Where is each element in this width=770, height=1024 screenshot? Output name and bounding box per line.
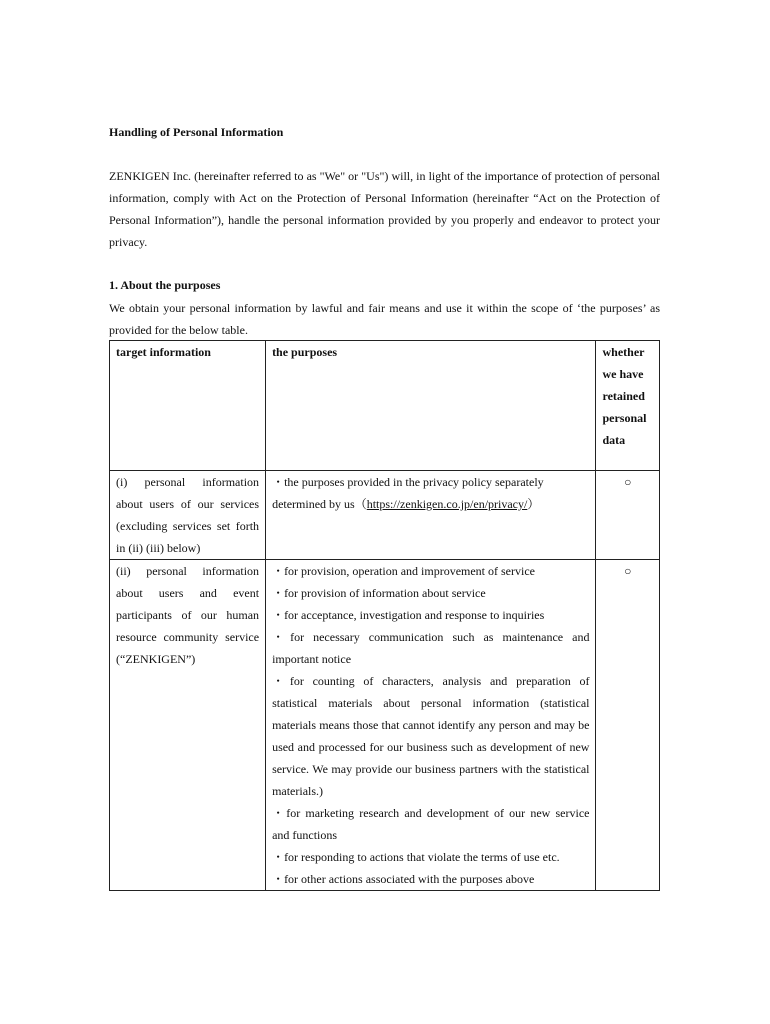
intro-paragraph: ZENKIGEN Inc. (hereinafter referred to as "We" or "Us") will, in light of the importance of protection of personal information, comply with Act on the Protection of Personal Information (hereinafter “Act on the Protection of Personal Information”), handle the personal information provided by you properly and endeavor to protect your privacy.: [109, 169, 660, 249]
row-2-target: (ii) personal information about users and event participants of our human resource community service (“ZENKIGEN”): [110, 560, 266, 891]
document-heading: Handling of Personal Information: [109, 125, 284, 139]
row-1-purposes: [266, 471, 596, 560]
header-purposes: the purposes: [266, 341, 596, 471]
table-row: [110, 560, 660, 891]
purpose-item: ・for counting of characters, analysis and preparation of statistical materials about personal information (statistical materials means those that cannot identify any person and may be used and processed for our business such as development of new service. We may provide our business partners with the statistical materials.): [272, 674, 590, 798]
privacy-policy-link[interactable]: https://zenkigen.co.jp/en/privacy/: [366, 497, 528, 511]
row-1-purposes-suffix: ）: [527, 497, 540, 511]
header-retained-personal-data: whether we have retained personal data: [596, 341, 660, 471]
table-row: [110, 471, 660, 560]
purpose-item: ・for acceptance, investigation and response to inquiries: [272, 608, 545, 622]
row-2-retained-mark: ○: [596, 560, 660, 891]
purposes-table: [109, 340, 660, 891]
row-1-retained-mark: ○: [596, 471, 660, 560]
section-1-title: 1. About the purposes: [109, 278, 221, 292]
purpose-item: ・for other actions associated with the purposes above: [272, 872, 535, 886]
header-target-information: target information: [110, 341, 266, 471]
row-2-purposes: [266, 560, 596, 891]
row-1-target: (i) personal information about users of our services (excluding services set forth in (ii) (iii) below): [110, 471, 266, 560]
purpose-item: ・for marketing research and development of our new service and functions: [272, 806, 590, 842]
purpose-item: ・for provision, operation and improvement of service: [272, 564, 535, 578]
purpose-item: ・for necessary communication such as maintenance and important notice: [272, 630, 590, 666]
section-1-text: We obtain your personal information by lawful and fair means and use it within the scope of ‘the purposes’ as provided for the below table.: [109, 301, 660, 337]
purpose-item: ・for responding to actions that violate the terms of use etc.: [272, 850, 560, 864]
table-header-row: [110, 341, 660, 471]
purpose-item: ・for provision of information about service: [272, 586, 486, 600]
row-1-purposes-text: ・the purposes provided in the privacy policy separately determined by us（: [272, 475, 544, 511]
